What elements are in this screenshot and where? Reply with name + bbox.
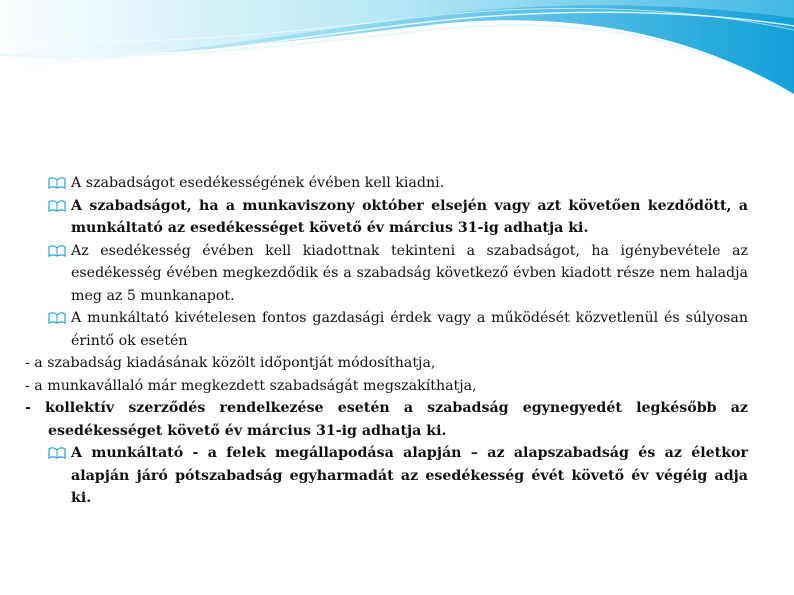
list-item-text: A munkáltató - a felek megállapodása alapján – az alapszabadság és az életkor alapján járó pótszabadság egyharmadát az esedékesség évét követő év végéig adja ki. bbox=[71, 445, 748, 506]
list-item bbox=[48, 195, 748, 240]
book-bullet-icon bbox=[48, 200, 66, 212]
list-item-text: A szabadságot, ha a munkaviszony október elsején vagy azt követően kezdődött, a munkáltató az esedékességet követő év március 31-ig adhatja ki. bbox=[71, 197, 748, 236]
list-item bbox=[48, 172, 748, 195]
header-wave-decoration bbox=[0, 0, 794, 110]
list-item bbox=[25, 397, 748, 442]
list-item-text: A szabadságot esedékességének évében kell kiadni. bbox=[71, 175, 445, 191]
list-item-text: A munkáltató kivételesen fontos gazdasági érdek vagy a működését közvetlenül és súlyosan érintő ok esetén bbox=[71, 310, 748, 349]
list-item-text: - a munkavállaló már megkezdett szabadságát megszakíthatja, bbox=[25, 377, 477, 394]
book-bullet-icon bbox=[48, 312, 66, 324]
list-item-text: - kollektív szerződés rendelkezése esetén a szabadság egynegyedét legkésőbb az esedékességet követő év március 31-ig adhatja ki. bbox=[25, 400, 748, 439]
book-bullet-icon bbox=[48, 177, 66, 189]
list-item bbox=[25, 352, 748, 375]
book-bullet-icon bbox=[48, 245, 66, 257]
list-item bbox=[48, 240, 748, 308]
list-item bbox=[48, 307, 748, 352]
list-item bbox=[48, 442, 748, 510]
slide-content bbox=[25, 172, 748, 510]
list-item-text: Az esedékesség évében kell kiadottnak tekinteni a szabadságot, ha igénybevétele az esedékesség évében megkezdődik és a szabadság következő évben kiadott része nem haladja meg az 5 munkanapot. bbox=[71, 242, 748, 304]
list-item-text: - a szabadság kiadásának közölt időpontját módosíthatja, bbox=[25, 355, 436, 371]
book-bullet-icon bbox=[48, 447, 66, 459]
list-item bbox=[25, 375, 748, 398]
